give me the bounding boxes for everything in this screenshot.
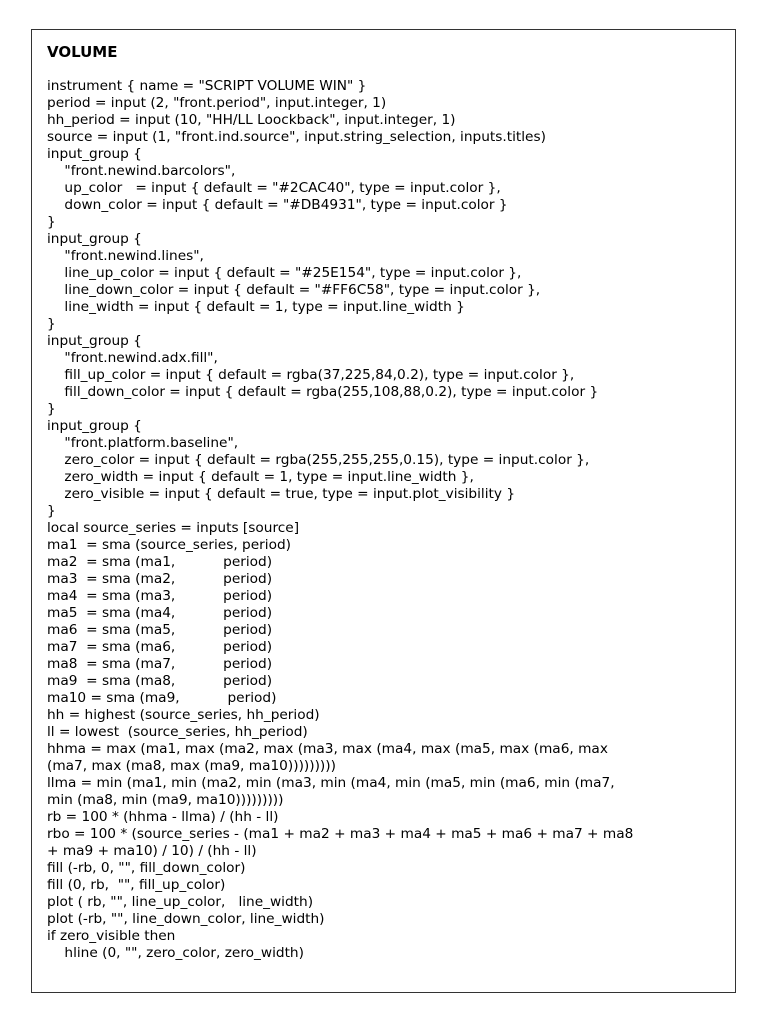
code-line: input_group { [47,418,142,434]
code-line: hh_period = input (10, "HH/LL Loockback", input.integer, 1) [47,112,456,128]
code-line: ma7 = sma (ma6, period) [47,639,273,655]
code-line: hhma = max (ma1, max (ma2, max (ma3, max (ma4, max (ma5, max (ma6, max [47,741,608,757]
code-line: "front.newind.lines", [47,248,204,264]
code-line: fill_up_color = input { default = rgba(37,225,84,0.2), type = input.color }, [47,367,575,383]
code-line: ma5 = sma (ma4, period) [47,605,273,621]
code-line: "front.platform.baseline", [47,435,239,451]
code-line: line_down_color = input { default = "#FF6C58", type = input.color }, [47,282,541,298]
code-line: input_group { [47,231,142,247]
document-title: VOLUME [47,43,118,61]
code-line: (ma7, max (ma8, max (ma9, ma10))))))))) [47,758,336,774]
code-line: zero_width = input { default = 1, type = input.line_width }, [47,469,474,485]
code-line: ma6 = sma (ma5, period) [47,622,273,638]
code-line: ma9 = sma (ma8, period) [47,673,273,689]
code-line: fill (-rb, 0, "", fill_down_color) [47,860,246,876]
code-line: hline (0, "", zero_color, zero_width) [47,945,304,961]
code-line: ma4 = sma (ma3, period) [47,588,273,604]
code-line: rbo = 100 * (source_series - (ma1 + ma2 + ma3 + ma4 + ma5 + ma6 + ma7 + ma8 [47,826,634,842]
code-line: line_up_color = input { default = "#25E154", type = input.color }, [47,265,522,281]
code-line: input_group { [47,146,142,162]
code-line: "front.newind.adx.fill", [47,350,218,366]
code-line: } [47,316,56,332]
code-line: rb = 100 * (hhma - llma) / (hh - ll) [47,809,279,825]
code-line: period = input (2, "front.period", input.integer, 1) [47,95,387,111]
code-line: if zero_visible then [47,928,176,944]
code-block [47,78,727,962]
code-line: ma3 = sma (ma2, period) [47,571,273,587]
code-line: down_color = input { default = "#DB4931", type = input.color } [47,197,508,213]
code-line: plot ( rb, "", line_up_color, line_width) [47,894,314,910]
code-line: } [47,401,56,417]
code-line: zero_color = input { default = rgba(255,255,255,0.15), type = input.color }, [47,452,590,468]
code-line: up_color = input { default = "#2CAC40", type = input.color }, [47,180,501,196]
code-line: } [47,214,56,230]
code-line: line_width = input { default = 1, type = input.line_width } [47,299,465,315]
code-line: fill_down_color = input { default = rgba(255,108,88,0.2), type = input.color } [47,384,599,400]
code-line: source = input (1, "front.ind.source", input.string_selection, inputs.titles) [47,129,546,145]
code-line: ma8 = sma (ma7, period) [47,656,273,672]
code-line: instrument { name = "SCRIPT VOLUME WIN" } [47,78,367,94]
code-line: llma = min (ma1, min (ma2, min (ma3, min (ma4, min (ma5, min (ma6, min (ma7, [47,775,615,791]
code-line: local source_series = inputs [source] [47,520,300,536]
code-line: ma1 = sma (source_series, period) [47,537,291,553]
code-line: } [47,503,56,519]
code-line: "front.newind.barcolors", [47,163,236,179]
code-line: ll = lowest (source_series, hh_period) [47,724,308,740]
code-line: plot (-rb, "", line_down_color, line_width) [47,911,325,927]
code-line: + ma9 + ma10) / 10) / (hh - ll) [47,843,257,859]
code-line: hh = highest (source_series, hh_period) [47,707,320,723]
code-line: ma10 = sma (ma9, period) [47,690,277,706]
code-line: min (ma8, min (ma9, ma10))))))))) [47,792,284,808]
code-line: zero_visible = input { default = true, type = input.plot_visibility } [47,486,516,502]
code-line: ma2 = sma (ma1, period) [47,554,273,570]
code-line: fill (0, rb, "", fill_up_color) [47,877,226,893]
code-line: input_group { [47,333,142,349]
